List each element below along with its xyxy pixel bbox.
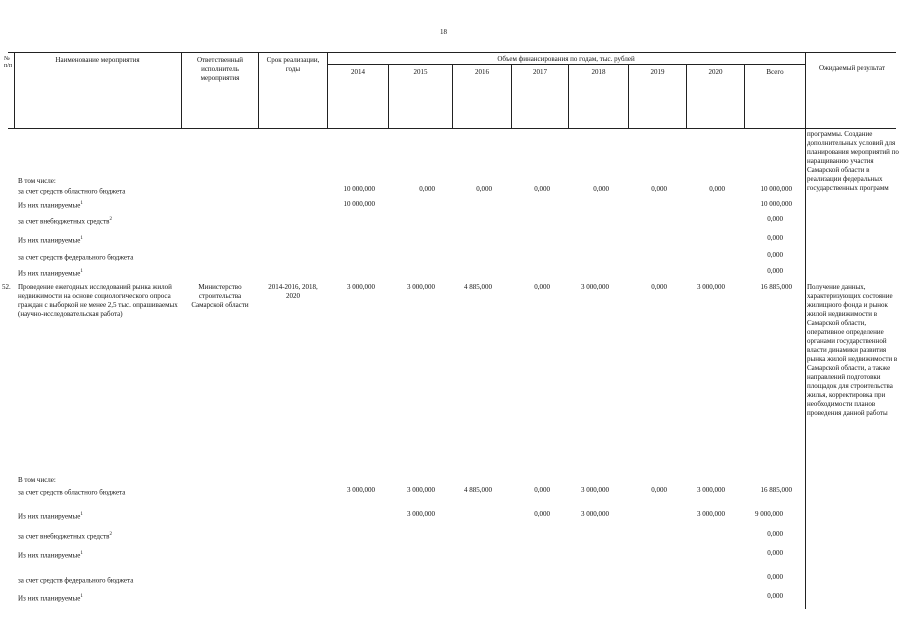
col-divider: [258, 52, 259, 129]
row-label: Из них планируемые$^1$: [18, 269, 83, 278]
header-year: 2015: [413, 68, 428, 76]
row-value: 10 000,000: [343, 185, 375, 193]
col-divider: [181, 52, 182, 129]
row-value: 10 000,000: [760, 185, 792, 193]
row-value: 0,000: [651, 185, 667, 193]
row-value: 0,000: [767, 573, 783, 581]
row-label: Из них планируемые$^1$: [18, 512, 83, 521]
row-label: за счет средств областного бюджета: [18, 187, 126, 196]
item-name: Проведение ежегодных исследований рынка жилой недвижимости на основе социологического опроса граждан с выборкой не менее 2,5 тыс. опрашиваемых (научно-исследовательская работа): [18, 283, 178, 318]
header-period: Срок реализации, годы: [266, 56, 320, 73]
row-value: 0,000: [476, 185, 492, 193]
item-period: 2014-2016, 2018, 2020: [268, 283, 318, 300]
header-name: Наименование мероприятия: [55, 56, 140, 64]
col-divider: [14, 52, 15, 129]
incl-label: В том числе:: [18, 177, 56, 185]
row-value: 0,000: [767, 549, 783, 557]
row-label: за счет средств федерального бюджета: [18, 253, 134, 262]
table-top-border: [8, 52, 896, 53]
row-value: 3 000,000: [697, 486, 725, 494]
row-label: Из них планируемые$^1$: [18, 594, 83, 603]
row-value: 3 000,000: [347, 486, 375, 494]
row-value: 0,000: [767, 215, 783, 223]
row-value: 0,000: [419, 185, 435, 193]
item-value: 0,000: [534, 283, 550, 291]
page-number: 18: [440, 28, 447, 36]
item-responsible: Министерство строительства Самарской области: [191, 283, 249, 309]
row-value: 0,000: [767, 530, 783, 538]
header-result: Ожидаемый результат: [818, 64, 886, 72]
row-value: 4 885,000: [464, 486, 492, 494]
row-value: 0,000: [593, 185, 609, 193]
header-year: 2014: [351, 68, 365, 76]
col-divider: [805, 52, 806, 609]
item-value: 3 000,000: [347, 283, 375, 291]
row-value: 0,000: [534, 510, 550, 518]
incl-label: В том числе:: [18, 476, 56, 484]
row-value: 3 000,000: [581, 486, 609, 494]
header-year: 2018: [591, 68, 606, 76]
row-value: 3 000,000: [407, 486, 435, 494]
result-text: Получение данных, характеризующих состояние жилищного фонда и рынок жилой недвижимости в Самарской области, оперативное определение органами государственной власти динамики развития рынка жилой недвижимости в Самарской области, а также направлений подготовки площадок для строительства жилья, корректировка при необходимости планов проведения данной работы: [807, 283, 898, 417]
row-value: 3 000,000: [697, 510, 725, 518]
row-value: 0,000: [534, 185, 550, 193]
item-value: 0,000: [651, 283, 667, 291]
funding-header-divider: [327, 64, 805, 65]
item-value: 3 000,000: [697, 283, 725, 291]
row-value: 10 000,000: [343, 200, 375, 208]
header-year: 2019: [650, 68, 665, 76]
row-value: 0,000: [767, 251, 783, 259]
header-responsible: Ответственный исполнитель мероприятия: [196, 56, 244, 82]
item-value: 3 000,000: [581, 283, 609, 291]
header-year: 2020: [708, 68, 723, 76]
row-value: 16 885,000: [760, 486, 792, 494]
item-number: 52.: [2, 283, 11, 291]
header-funding: Объем финансирования по годам, тыс. рублей: [497, 55, 635, 63]
row-label: Из них планируемые$^1$: [18, 551, 83, 560]
row-value: 0,000: [534, 486, 550, 494]
header-year: 2016: [475, 68, 489, 76]
row-value: 0,000: [767, 234, 783, 242]
row-value: 10 000,000: [760, 200, 792, 208]
col-divider: [327, 52, 328, 129]
row-label: за счет внебюджетных средств$^2$: [18, 217, 112, 226]
row-value: 0,000: [767, 267, 783, 275]
header-num: № п/п: [4, 56, 13, 69]
row-label: Из них планируемые$^1$: [18, 236, 83, 245]
row-value: 9 000,000: [755, 510, 783, 518]
row-label: за счет внебюджетных средств$^2$: [18, 532, 112, 541]
row-value: 0,000: [709, 185, 725, 193]
row-value: 3 000,000: [407, 510, 435, 518]
row-label: за счет средств областного бюджета: [18, 488, 126, 497]
row-label: за счет средств федерального бюджета: [18, 576, 134, 585]
item-value: 4 885,000: [464, 283, 492, 291]
row-value: 3 000,000: [581, 510, 609, 518]
header-year: Всего: [766, 68, 784, 76]
row-value: 0,000: [767, 592, 783, 600]
item-value: 3 000,000: [407, 283, 435, 291]
item-value: 16 885,000: [760, 283, 792, 291]
row-label: Из них планируемые$^1$: [18, 201, 83, 210]
result-text: программы. Создание дополнительных условий для планирования мероприятий по наращиванию участия Самарской области в реализации федеральных государственных программ: [807, 130, 899, 192]
row-value: 0,000: [651, 486, 667, 494]
header-year: 2017: [533, 68, 547, 76]
